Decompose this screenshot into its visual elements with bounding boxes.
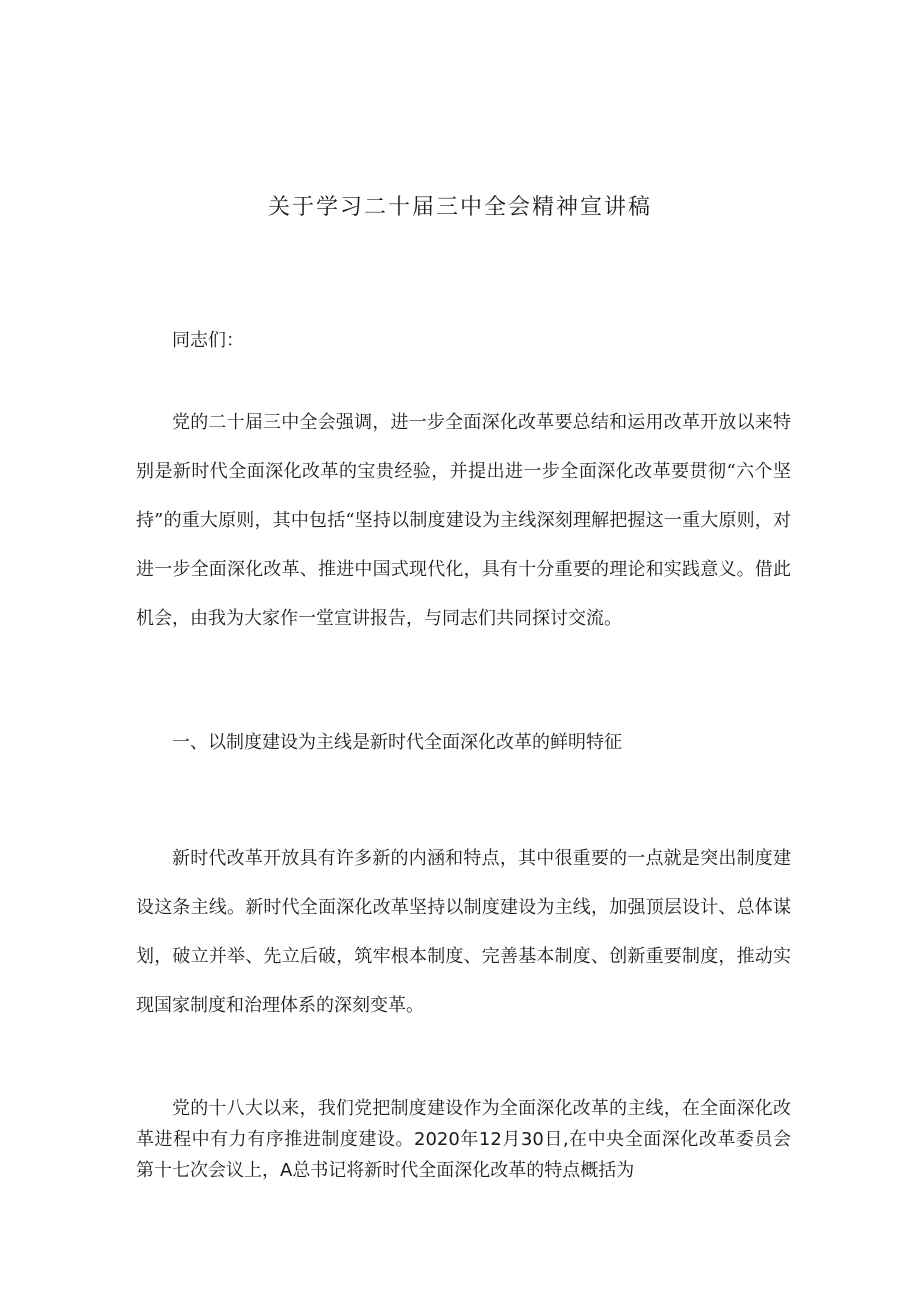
paragraph-institution-building: 新时代改革开放具有许多新的内涵和特点，其中很重要的一点就是突出制度建设这条主线。新时代全面深化改革坚持以制度建设为主线，加强顶层设计、总体谋划，破立并举、先立后破，筑牢根本制度、完善基本制度、创新重要制度，推动实现国家制度和治理体系的深刻变革。 <box>136 848 791 1016</box>
document-title: 关于学习二十届三中全会精神宣讲稿 <box>267 195 652 220</box>
salutation: 同志们： <box>172 330 244 351</box>
paragraph-since-18th-congress: 党的十八大以来，我们党把制度建设作为全面深化改革的主线，在全面深化改革进程中有力有序推进制度建设。2020年12月30日,在中央全面深化改革委员会第十七次会议上，A总书记将新时代全面深化改革的特点概括为 <box>136 1098 791 1181</box>
paragraph-intro: 党的二十届三中全会强调，进一步全面深化改革要总结和运用改革开放以来特别是新时代全面深化改革的宝贵经验，并提出进一步全面深化改革要贯彻“六个坚持”的重大原则，其中包括“坚持以制度建设为主线深刻理解把握这一重大原则，对进一步全面深化改革、推进中国式现代化，具有十分重要的理论和实践意义。借此机会，由我为大家作一堂宣讲报告，与同志们共同探讨交流。 <box>136 412 791 629</box>
section-heading: 一、以制度建设为主线是新时代全面深化改革的鲜明特征 <box>172 732 622 753</box>
